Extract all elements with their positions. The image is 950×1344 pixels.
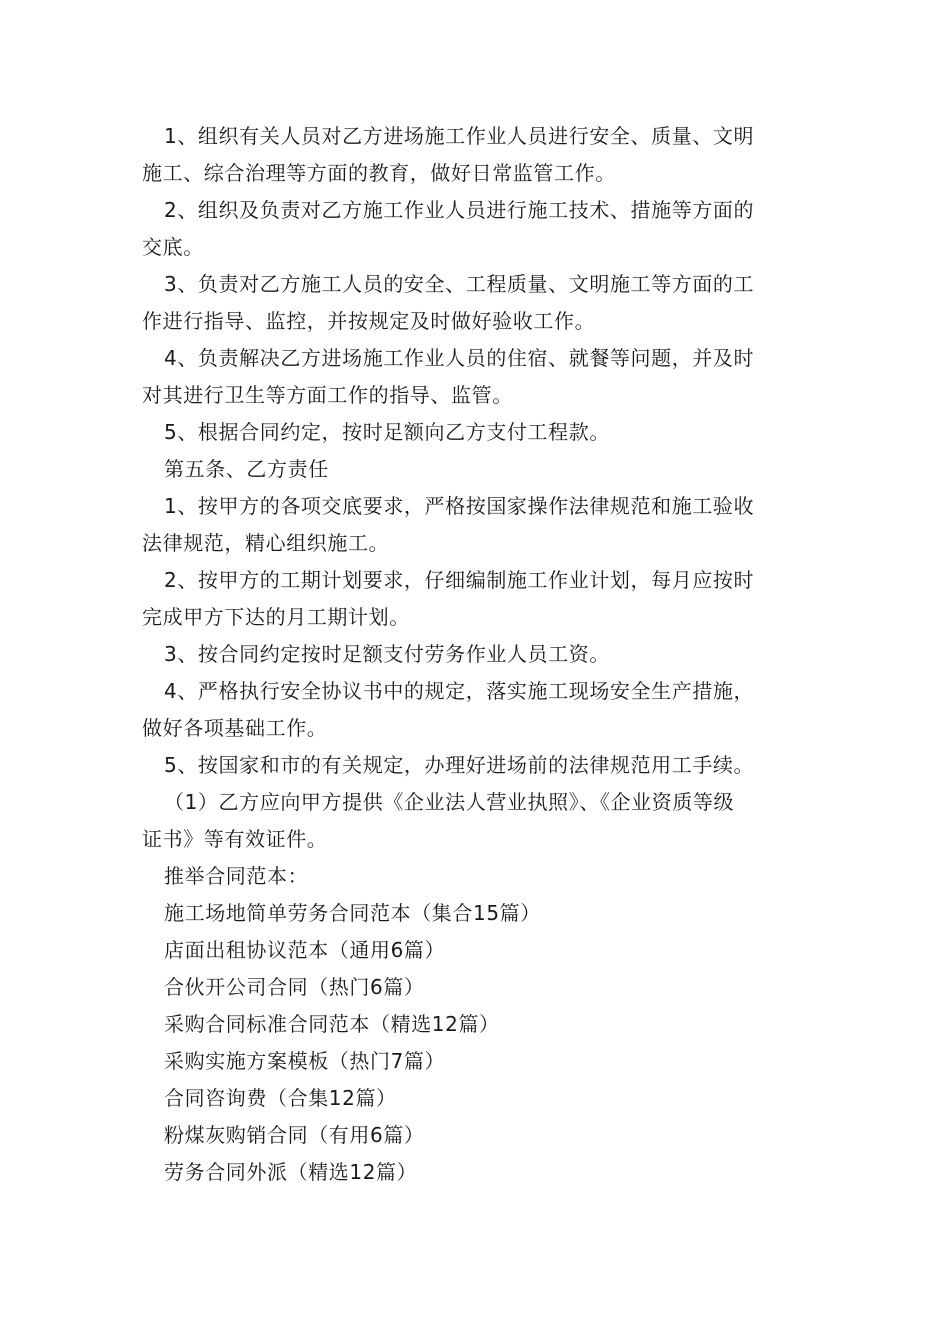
paragraph-line: 2、组织及负责对乙方施工作业人员进行施工技术、措施等方面的 xyxy=(164,198,755,222)
recommended-link[interactable]: 劳务合同外派（精选12篇） xyxy=(164,1160,418,1184)
recommended-link[interactable]: 店面出租协议范本（通用6篇） xyxy=(164,938,446,962)
paragraph-line: 对其进行卫生等方面工作的指导、监管。 xyxy=(142,383,513,407)
paragraph-line: 做好各项基础工作。 xyxy=(142,716,328,740)
document-body xyxy=(142,118,810,1191)
recommended-link[interactable]: 采购合同标准合同范本（精选12篇） xyxy=(164,1012,500,1036)
paragraph-line: 5、根据合同约定，按时足额向乙方支付工程款。 xyxy=(164,420,610,444)
paragraph-line: 1、组织有关人员对乙方进场施工作业人员进行安全、质量、文明 xyxy=(164,124,755,148)
paragraph-line: 施工、综合治理等方面的教育，做好日常监管工作。 xyxy=(142,161,616,185)
recommended-link[interactable]: 粉煤灰购销合同（有用6篇） xyxy=(164,1123,425,1147)
paragraph-line: 4、负责解决乙方进场施工作业人员的住宿、就餐等问题，并及时 xyxy=(164,346,755,370)
paragraph-line: 5、按国家和市的有关规定，办理好进场前的法律规范用工手续。 xyxy=(164,753,755,777)
recommended-link[interactable]: 施工场地简单劳务合同范本（集合15篇） xyxy=(164,901,541,925)
paragraph-line: 4、严格执行安全协议书中的规定，落实施工现场安全生产措施， xyxy=(164,679,755,703)
paragraph-line: 3、按合同约定按时足额支付劳务作业人员工资。 xyxy=(164,642,610,666)
paragraph-line: 完成甲方下达的月工期计划。 xyxy=(142,605,410,629)
paragraph-line: 法律规范，精心组织施工。 xyxy=(142,531,390,555)
paragraph-line: 证书》等有效证件。 xyxy=(142,827,328,851)
section-heading: 第五条、乙方责任 xyxy=(164,457,329,481)
paragraph-line: 3、负责对乙方施工人员的安全、工程质量、文明施工等方面的工 xyxy=(164,272,755,296)
recommended-link[interactable]: 合同咨询费（合集12篇） xyxy=(164,1086,397,1110)
recommended-heading: 推举合同范本： xyxy=(164,864,309,888)
recommended-link[interactable]: 合伙开公司合同（热门6篇） xyxy=(164,975,425,999)
paragraph-line: （1）乙方应向甲方提供《企业法人营业执照》、《企业资质等级 xyxy=(164,790,735,814)
paragraph-line: 交底。 xyxy=(142,235,204,259)
paragraph-line: 1、按甲方的各项交底要求，严格按国家操作法律规范和施工验收 xyxy=(164,494,755,518)
recommended-link[interactable]: 采购实施方案模板（热门7篇） xyxy=(164,1049,446,1073)
paragraph-line: 2、按甲方的工期计划要求，仔细编制施工作业计划，每月应按时 xyxy=(164,568,755,592)
paragraph-line: 作进行指导、监控，并按规定及时做好验收工作。 xyxy=(142,309,596,333)
